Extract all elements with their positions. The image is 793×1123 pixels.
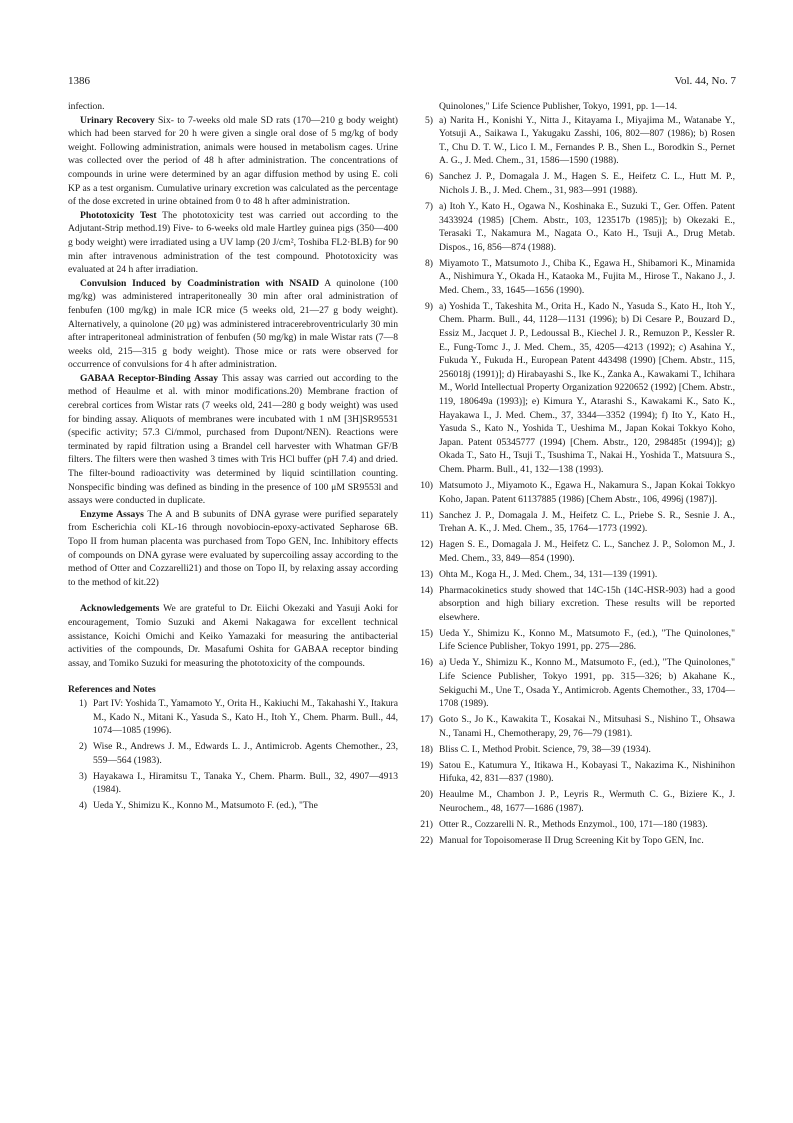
reference-text: Ueda Y., Shimizu K., Konno M., Matsumoto F., (ed.), "The Quinolones," Life Science Publisher, Tokyo 1991, pp. 275—286. [439,627,735,653]
right-column [414,100,735,850]
references-list-left [68,697,398,813]
reference-item [414,759,735,786]
reference-text: Heaulme M., Chambon J. P., Leyris R., Wermuth C. G., Biziere K., J. Neurochem., 48, 1677—1686 (1987). [439,789,735,814]
reference-text: Ohta M., Koga H., J. Med. Chem., 34, 131—139 (1991). [439,568,658,580]
reference-item [414,713,735,740]
section-heading: GABAA Receptor-Binding Assay [80,372,219,384]
reference-item [414,834,735,848]
reference-item [68,770,398,797]
reference-item [414,568,735,582]
reference-text: Manual for Topoisomerase II Drug Screening Kit by Topo GEN, Inc. [439,834,704,846]
reference-text: a) Narita H., Konishi Y., Nitta J., Kitayama I., Miyajima M., Watanabe Y., Yotsuji A., Saikawa I., Yakugaku Zasshi, 106, 802—807 (1986); b) Rosen T., Chu D. T. W., Lico I. M., Fernandes P. B., Shen L., Borodkin S., Pernet A. G., J. Med. Chem., 31, 1586—1590 (1988). [439,114,735,167]
reference-text: Ueda Y., Shimizu K., Konno M., Matsumoto F. (ed.), "The [93,800,318,812]
reference-item [414,538,735,565]
reference-number: 5) [425,114,433,126]
section-convulsion [68,277,398,372]
reference-item [414,743,735,757]
reference-text: Otter R., Cozzarelli N. R., Methods Enzymol., 100, 171—180 (1983). [439,818,708,830]
reference-number: 21) [420,818,433,830]
reference-text: Hayakawa I., Hiramitsu T., Tanaka Y., Chem. Pharm. Bull., 32, 4907—4913 (1984). [93,770,398,796]
section-heading: Phototoxicity Test [80,209,157,221]
section-heading: Enzyme Assays [80,508,144,520]
reference-text: Sanchez J. P., Domagala J. M., Heifetz C. L., Priebe S. R., Sesnie J. A., Trehan A. K., J. Med. Chem., 35, 1764—1773 (1992). [439,509,735,535]
reference-item [414,509,735,536]
reference-number: 17) [420,714,433,726]
reference-item [68,799,398,813]
reference-number: 4) [79,800,87,812]
reference-number: 16) [420,657,433,669]
reference-item [414,170,735,197]
reference-item [68,740,398,767]
reference-item [414,818,735,832]
acknowledgements-body: We are grateful to Dr. Eiichi Okezaki and Yasuji Aoki for encouragement, Tomio Suzuki and Akemi Nakagawa for excellent technical assistance, Koichi Omichi and Keiko Yamazaki for measuring the antibacterial activities of the compounds, Dr. Masafumi Oshita for GABAA receptor binding assay, and Tomiko Suzuki for measuring the phototoxicity of the compounds. [68,603,398,669]
reference-item [414,114,735,168]
reference-number: 18) [420,743,433,755]
reference-text: a) Ueda Y., Shimizu K., Konno M., Matsumoto F., (ed.), "The Quinolones," Life Science Publisher, Tokyo 1991, pp. 315—326; b) Akahane K., Sekiguchi M., Une T., Osada Y., Antimicrob. Agents Chemother., 33, 1704—1708 (1989). [439,657,735,710]
section-body: The phototoxicity test was carried out according to the Adjutant-Strip method.19) Five- to 6-weeks old male Hartley guinea pigs (350—400 g body weight) were irradiated using a UV lamp (20 J/cm², Toshiba FL2·BLB) for 90 min after intravenous administration of the test compound. Phototoxicity was evaluated at 24 h after irradiation. [68,209,398,276]
reference-number: 1) [79,697,87,709]
reference-number: 20) [420,789,433,801]
reference-number: 8) [425,257,433,269]
reference-number: 6) [425,171,433,183]
reference-text: a) Itoh Y., Kato H., Ogawa N., Koshinaka E., Suzuki T., Ger. Offen. Patent 3433924 (1985) [Chem. Abstr., 103, 123517b (1985)]; b) Okezaki E., Terasaki T., Nakamura M., Nagata O., Kato H., Tsuji A., Drug Metab. Dispos., 16, 856—874 (1988). [439,200,735,253]
reference-number: 12) [420,539,433,551]
volume-issue: Vol. 44, No. 7 [674,75,736,87]
intro-text: infection. [68,101,105,112]
reference-number: 9) [425,300,433,312]
reference-item [414,300,735,477]
reference-number: 19) [420,759,433,771]
reference-item [414,627,735,654]
reference-text: Miyamoto T., Matsumoto J., Chiba K., Egawa H., Shibamori K., Minamida A., Nishimura Y., Okada H., Kataoka M., Fujita M., Hirose T., Nakano J., J. Med. Chem., 33, 1645—1656 (1990). [439,257,735,296]
reference-item [414,656,735,710]
reference-item [414,479,735,506]
reference-text: Satou E., Katumura Y., Itikawa H., Kobayasi T., Nakazima K., Nishinihon Hifuka, 42, 831—837 (1980). [439,759,735,785]
acknowledgements [68,602,398,670]
section-heading: Convulsion Induced by Coadministration with NSAID [80,277,320,289]
reference-text: a) Yoshida T., Takeshita M., Orita H., Kado N., Yasuda S., Kato H., Itoh Y., Chem. Pharm. Bull., 44, 1128—1131 (1996); b) Di Cesare P., Bouzard D., Essiz M., Jacquet J. P., Ledoussal B., Kiechel J. R., Remuzon P., Kessler R. E., Fung-Tomc J., J. Med. Chem., 35, 4205—4213 (1992); c) Asahina Y., Fukuda Y., Fukuda H., European Patent 443498 (1990) [Chem. Abstr., 115, 256018j (1991)]; d) Hirabayashi S., Ike K., Zanka A., Kawakami T., Ichihara M., World Intellectual Property Organization 9220652 (1992) [Chem. Abstr., 119, 180649a (1993)]; e) Kimura Y., Atarashi S., Kawakami K., Sato K., Hayakawa I., J. Med. Chem., 37, 3344—3352 (1994); f) Ito Y., Kato H., Yasuda S., Kato N., Yoshida T., Ueshima M., Japan Kokai Tokkyo Koho, Japan. Patent 05345777 (1994) [Chem. Abstr., 120, 298485t (1994)]; g) Okada T., Sato H., Tsuji T., Tsushima T., Nakai H., Yoshida T., Matsuura S., Chem. Pharm. Bull., 41, 132—138 (1993). [439,300,735,475]
reference-text: Bliss C. I., Method Probit. Science, 79, 38—39 (1934). [439,743,651,755]
section-body: A quinolone (100 mg/kg) was administered intraperitoneally 30 min after oral administration of fenbufen (100 mg/kg) in male ICR mice (5 weeks old, 21—27 g body weight). Alternatively, a quinolone (20 μg) was administered intracerebroventricularly 30 min after intraperitoneal administration of fenbufen (50 mg/kg) in male Wistar rats (7—8 weeks old, 215—315 g body weight). Those mice or rats were observed for occurrence of convulsions for 4 h after administration. [68,277,398,371]
reference-number: 14) [420,584,433,596]
reference-text: Pharmacokinetics study showed that 14C-15h (14C-HSR-903) had a good absorption and high biliary excretion. These results will be reported elsewhere. [439,584,735,623]
reference-number: 7) [425,200,433,212]
reference-number: 3) [79,770,87,782]
section-heading: Urinary Recovery [80,114,155,126]
reference-item [414,257,735,298]
section-phototoxicity [68,209,398,277]
reference-number: 2) [79,741,87,753]
reference-text: Goto S., Jo K., Kawakita T., Kosakai N., Mitsuhasi S., Nishino T., Ohsawa N., Tanami H., Chemotherapy, 29, 76—79 (1981). [439,714,735,739]
section-body: The A and B subunits of DNA gyrase were purified separately from Escherichia coli KL-16 through novobiocin-epoxy-activated Sepharose 6B. Topo II from human placenta was purchased from Topo GEN, Inc. Inhibitory effects of compounds on DNA gyrase were evaluated by supercoiling assay according to the method of Otter and Cozzarelli21) and those on Topo II, by relaxing assay according to the method of kit.22) [68,508,399,588]
left-column [68,100,398,815]
reference-text: Part IV: Yoshida T., Yamamoto Y., Orita H., Kakiuchi M., Takahashi Y., Itakura M., Kado N., Mitani K., Yasuda S., Kato H., Itoh Y., Chem. Pharm. Bull., 44, 1074—1085 (1996). [93,697,398,737]
section-body: This assay was carried out according to the method of Heaulme et al. with minor modifications.20) Membrane fraction of cerebral cortices from Wistar rats (7 weeks old, 241—280 g body weight) was used for binding assay. Aliquots of membranes were incubated with 1 nM [3H]SR95531 (specific activity; 57.3 Ci/mmol, purchased from Dupont/NEN). Reactions were terminated by rapid filtration using a Brandel cell harvester with Whatman GF/B filters. The filters were then washed 3 times with Tris HCl buffer (pH 7.4) and dried. The filter-bound radioactivity was determined by liquid scintillation counting. Nonspecific binding was defined as binding in the presence of 100 μM SR9553l and assays were conducted in duplicate. [68,372,398,507]
reference-number: 15) [420,627,433,639]
page-number: 1386 [68,75,90,87]
references-heading: References and Notes [68,684,156,696]
reference-number: 11) [420,509,433,521]
reference-item [68,697,398,738]
section-body: Six- to 7-weeks old male SD rats (170—210 g body weight) which had been starved for 20 h were given a single oral dose of 5 mg/kg of body weight. Following administration, animals were housed in metabolism cages. Urine was collected over the period of 48 h after administration. The concentrations of compounds in urine were determined by an agar diffusion method by using E. coli KP as a test organism. Cumulative urinary excretion was calculated as the percentage of the dose excreted in urine obtained from 0 to 48 h after administration. [68,114,398,208]
reference-number: 13) [420,568,433,580]
reference-item [414,584,735,625]
section-gaba-binding [68,372,398,508]
reference-item [414,200,735,254]
reference-continuation: Quinolones," Life Science Publisher, Tokyo, 1991, pp. 1—14. [439,101,677,112]
section-urinary-recovery [68,114,398,209]
reference-text: Matsumoto J., Miyamoto K., Egawa H., Nakamura S., Japan Kokai Tokkyo Koho, Japan. Patent 61137885 (1986) [Chem Abstr., 106, 4996j (1987)]. [439,479,735,505]
reference-text: Sanchez J. P., Domagala J. M., Hagen S. E., Heifetz C. L., Hutt M. P., Nichols J. B., J. Med. Chem., 31, 983—991 (1988). [439,171,735,196]
reference-text: Hagen S. E., Domagala J. M., Heifetz C. L., Sanchez J. P., Solomon M., J. Med. Chem., 33, 849—854 (1990). [439,539,735,564]
reference-text: Wise R., Andrews J. M., Edwards L. J., Antimicrob. Agents Chemother., 23, 559—564 (1983). [93,741,398,766]
reference-number: 22) [420,834,433,846]
acknowledgements-heading: Acknowledgements [80,603,160,615]
reference-item [414,788,735,815]
reference-number: 10) [420,479,433,491]
references-list-right [414,114,735,848]
section-enzyme-assays [68,508,398,590]
